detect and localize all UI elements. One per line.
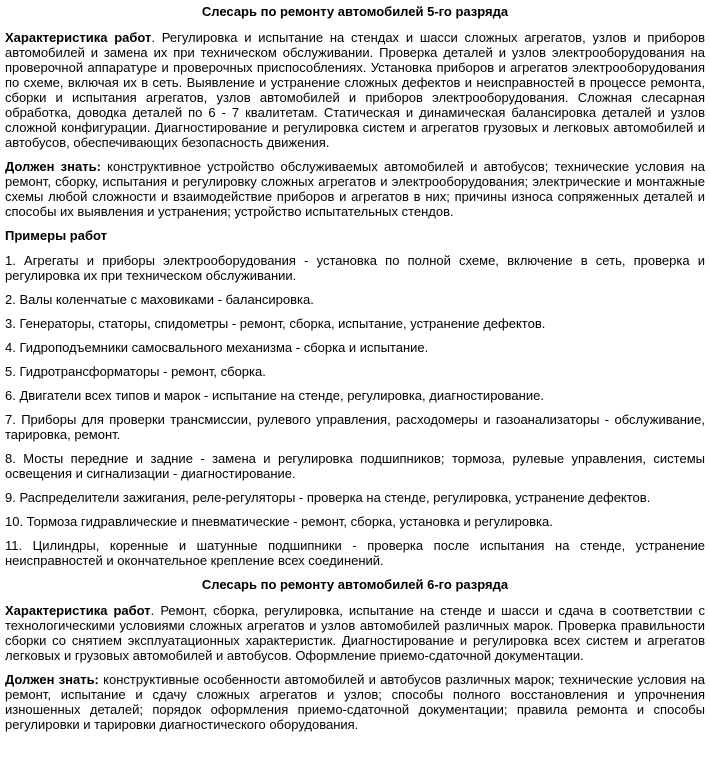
example-item: 9. Распределители зажигания, реле-регуляторы - проверка на стенде, регулировка, устранение дефектов.	[5, 490, 651, 505]
section-5-title: Слесарь по ремонту автомобилей 5-го разряда	[201, 4, 509, 19]
example-item: 10. Тормоза гидравлические и пневматические - ремонт, сборка, установка и регулировка.	[5, 514, 553, 529]
example-item: 6. Двигатели всех типов и марок - испытание на стенде, регулировка, диагностирование.	[5, 388, 544, 403]
characteristic-text: . Регулировка и испытание на стендах и шасси сложных агрегатов, узлов и приборов автомобилей и замена их при техническом обслуживании. Проверка деталей и узлов электрооборудования на проверочной аппаратуре и проверочных приспособлениях. Установка приборов и агрегатов электрооборудования по схеме, включая их в сеть. Выявление и устранение сложных дефектов и неисправностей в процессе ремонта, сборки и испытания агрегатов, узлов автомобилей и приборов электрооборудования. Сложная слесарная обработка, доводка деталей по 6 - 7 квалитетам. Статическая и динамическая балансировка деталей и узлов сложной конфигурации. Диагностирование и регулировка систем и агрегатов грузовых и легковых автомобилей и автобусов, обеспечивающих безопасность движения.	[5, 30, 706, 150]
examples-heading: Примеры работ	[5, 228, 107, 243]
example-item: 7. Приборы для проверки трансмиссии, рулевого управления, расходомеры и газоанализаторы - обслуживание, тарировка, ремонт.	[5, 412, 705, 442]
must-know-label: Должен знать:	[5, 672, 99, 687]
example-item: 1. Агрегаты и приборы электрооборудования - установка по полной схеме, включение в сеть, проверка и регулировка их при техническом обслуживании.	[5, 253, 705, 283]
example-item: 5. Гидротрансформаторы - ремонт, сборка.	[5, 364, 266, 379]
section-6-characteristic	[5, 603, 705, 663]
section-6-title: Слесарь по ремонту автомобилей 6-го разряда	[201, 577, 509, 592]
example-item: 4. Гидроподъемники самосвального механизма - сборка и испытание.	[5, 340, 429, 355]
example-item: 11. Цилиндры, коренные и шатунные подшипники - проверка после испытания на стенде, устранение неисправностей и окончательное крепление всех соединений.	[5, 538, 705, 568]
must-know-text: конструктивное устройство обслуживаемых автомобилей и автобусов; технические условия на ремонт, сборку, испытания и регулировку сложных агрегатов и электрооборудования; электрические и монтажные схемы любой сложности и взаимодействие приборов и агрегатов в них; причины износа сопряженных деталей и способы их выявления и устранения; устройство испытательных стендов.	[5, 159, 705, 219]
example-item: 2. Валы коленчатые с маховиками - балансировка.	[5, 292, 314, 307]
example-item: 3. Генераторы, статоры, спидометры - ремонт, сборка, испытание, устранение дефектов.	[5, 316, 546, 331]
characteristic-text: . Ремонт, сборка, регулировка, испытание на стенде и шасси и сдача в соответствии с технологическими условиями сложных агрегатов и узлов автомобилей различных марок. Проверка правильности сборки со снятием эксплуатационных характеристик. Диагностирование и регулировка всех систем и агрегатов легковых и грузовых автомобилей и автобусов. Оформление приемо-сдаточной документации.	[5, 603, 705, 663]
characteristic-label: Характеристика работ	[5, 603, 151, 618]
example-item: 8. Мосты передние и задние - замена и регулировка подшипников; тормоза, рулевые управления, системы освещения и сигнализации - диагностирование.	[5, 451, 705, 481]
characteristic-label: Характеристика работ	[5, 30, 152, 45]
section-6-must-know	[5, 672, 705, 732]
section-5-characteristic	[5, 30, 705, 150]
section-5-must-know	[5, 159, 705, 219]
must-know-label: Должен знать:	[5, 159, 101, 174]
must-know-text: конструктивные особенности автомобилей и автобусов различных марок; технические условия на ремонт, испытание и сдачу сложных агрегатов и узлов; способы полного восстановления и упрочнения изношенных деталей; порядок оформления приемо-сдаточной документации; правила ремонта и способы регулировки и тарировки диагностического оборудования.	[5, 672, 705, 732]
